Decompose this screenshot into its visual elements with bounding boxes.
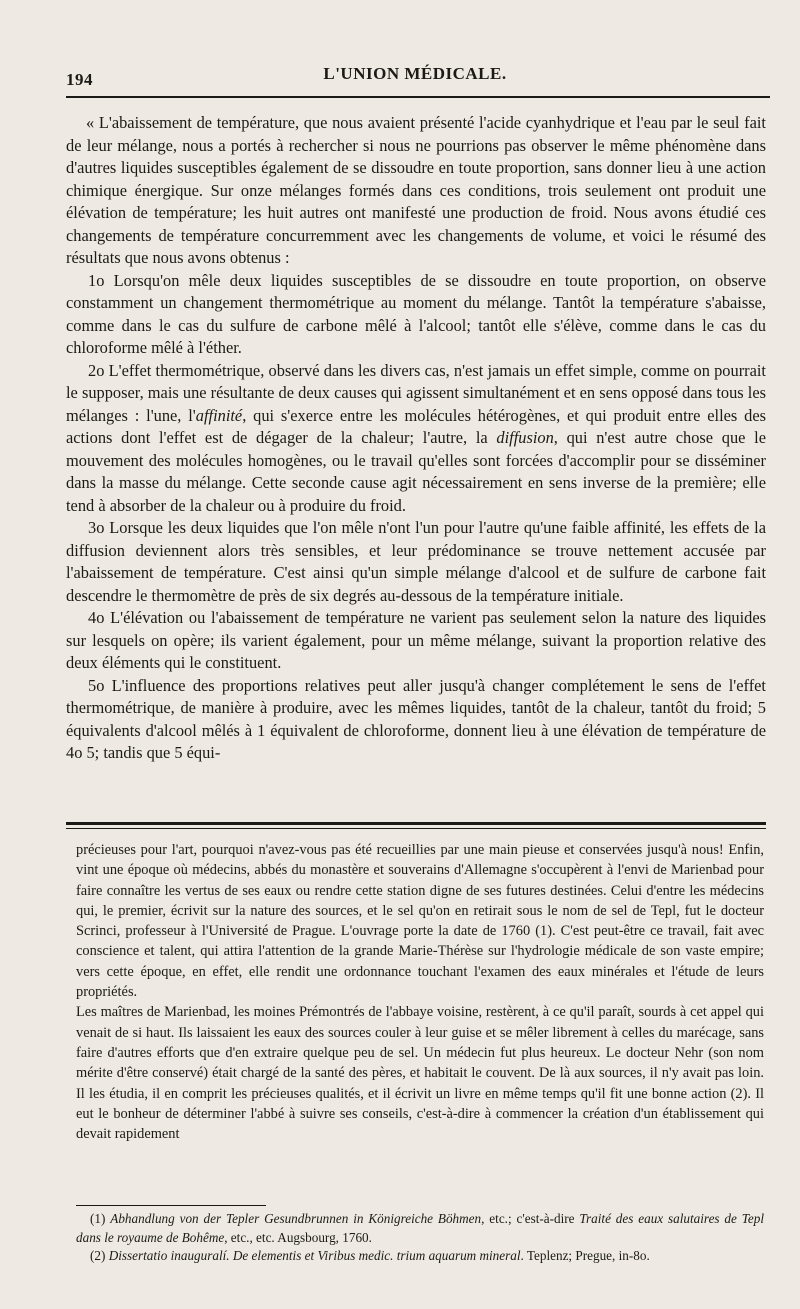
feuilleton-paragraph-1: précieuses pour l'art, pourquoi n'avez-vous pas été recueillies par une main pieuse et conservées jusqu'à nous! Enfin, vint une époque où médecins, abbés du monastère et souverains d'Allemagne s'occupèrent à l'envi de Marienbad pour faire connaître les vertus de ses eaux ou rendre cette station digne de ses futures destinées. Celui d'entre les médecins qui, le premier, écrivit sur la nature des sources, et le sel qu'on en retirait sous le nom de sel de Tepl, fut le docteur Scrinci, professeur à l'Université de Prague. L'ouvrage porte la date de 1760 (1). C'est peut-être ce travail, fait avec conscience et talent, qui attira l'attention de la grande Marie-Thérèse sur l'hydrologie médicale de son vaste empire; vers cette époque, en effet, elle rendit une ordonnance touchant l'examen des eaux minérales et l'étude de leurs propriétés. xyxy=(76,842,764,1001)
footnote-1-mark: (1) xyxy=(90,1211,111,1226)
feuilleton xyxy=(76,840,764,1144)
p3-text-c: , qui n'est autre chose que le mouvement des molécules homogènes, ou le travail qu'elles sont forcées d'accomplir pour se disséminer dans la masse du mélange. Cette seconde cause agit nécessairement en sens inverse de la première; elle tend à absorber de la chaleur ou à produire du froid. xyxy=(66,428,766,515)
main-paragraph-5: 4o L'élévation ou l'abaissement de température ne varient pas seulement selon la nature des liquides sur lesquels on opère; ils varient également, pour un même mélange, suivant la proportion relative des deux éléments qui le constituent. xyxy=(66,608,766,672)
footnote-1-mid: , etc.; c'est-à-dire xyxy=(481,1211,580,1226)
footnote-2 xyxy=(76,1247,764,1266)
footnote-1-end: , etc., etc. Augsbourg, 1760. xyxy=(224,1229,372,1245)
footnote-2-end: . Teplenz; Pregue, in-8o. xyxy=(520,1248,650,1263)
main-paragraph-4: 3o Lorsque les deux liquides que l'on mêle n'ont l'un pour l'autre qu'une faible affinité, les effets de la diffusion deviennent alors très sensibles, et leur prédominance se trouve nettement accusée par l'abaissement de température. C'est ainsi qu'un simple mélange d'alcool et de sulfure de carbone fait descendre le thermomètre de près de six degrés au-dessous de la température initiale. xyxy=(66,518,766,605)
p3-text-a: 2o L'effet thermométrique, observé dans les divers cas, n'est jamais un effet simple, comme on pourrait le supposer, mais une résultante de deux causes qui agissent simultanément et en sens opposé dans tous les mélanges : l'une, l' xyxy=(66,360,766,425)
term-diffusion: diffusion xyxy=(496,428,554,447)
main-paragraph-2: 1o Lorsqu'on mêle deux liquides susceptibles de se dissoudre en toute proportion, on observe constamment un changement thermométrique au moment du mélange. Tantôt la température s'abaisse, comme dans le cas du sulfure de carbone mêlé à l'alcool; tantôt elle s'élève, comme dans le cas du chloroforme mêlé à l'éther. xyxy=(66,270,766,357)
main-paragraph-1: « L'abaissement de température, que nous avaient présenté l'acide cyanhydrique et l'eau par le seul fait de leur mélange, nous a portés à rechercher si nous ne pourrions pas observer le même phénomène dans d'autres liquides susceptibles également de se dissoudre en toute proportion, sans donner lieu à une action chimique énergique. Sur onze mélanges formés dans ces conditions, trois seulement ont produit une élévation de température; les huit autres ont manifesté une production de froid. Nous avons étudié ces changements de température concurremment avec les changements de volume, et voici le résumé des résultats que nous avons obtenus : xyxy=(66,113,766,267)
footnote-1-translation: Traité des eaux salutaires de Tepl dans le royaume de Bohême xyxy=(76,1211,764,1245)
header-rule xyxy=(66,96,770,98)
term-affinite: affinité xyxy=(195,405,243,425)
main-article xyxy=(66,112,766,765)
page-number: 194 xyxy=(66,70,93,89)
running-header xyxy=(66,62,764,92)
footnote-rule xyxy=(76,1205,266,1206)
footnote-2-mark: (2) xyxy=(90,1248,109,1263)
main-paragraph-3 xyxy=(66,360,766,518)
footnote-1 xyxy=(76,1210,764,1247)
feuilleton-rule-thin xyxy=(66,828,766,829)
footnote-2-title: Dissertatio inauguralí. De elementis et Viribus medic. trium aquarum mineral xyxy=(108,1248,521,1263)
feuilleton-rule-thick xyxy=(66,822,766,825)
footnote-1-title: Abhandlung von der Tepler Gesundbrunnen in Königreiche Böhmen xyxy=(110,1211,482,1226)
footnotes xyxy=(76,1210,764,1266)
p3-text-b: , qui s'exerce entre les molécules hétérogènes, et qui produit entre elles des actions dont l'effet est de dégager de la chaleur; l'autre, la xyxy=(66,405,766,447)
main-paragraph-6: 5o L'influence des proportions relatives peut aller jusqu'à changer complétement le sens de l'effet thermométrique, de manière à produire, avec les mêmes liquides, tantôt de la chaleur, tantôt du froid; 5 équivalents d'alcool mêlés à 1 équivalent de chloroforme, donnent lieu à une élévation de température de 4o 5; tandis que 5 équi- xyxy=(66,675,766,762)
journal-title: L'UNION MÉDICALE. xyxy=(323,64,507,83)
feuilleton-paragraph-2: Les maîtres de Marienbad, les moines Prémontrés de l'abbaye voisine, restèrent, à ce qu'il paraît, sourds à cet appel qui venait de si haut. Ils laissaient les eaux des sources couler à leur guise et se mêler librement à celles du marécage, sans faire d'autres efforts que d'en extraire quelque peu de sel. Un médecin fut plus heureux. Le docteur Nehr (son nom mérite d'être conservé) était chargé de la santé des pères, et habitait le couvent. De là aux sources, il n'y avait pas loin. Il les étudia, il en comprit les précieuses qualités, et il écrivit un livre en même temps qu'il fit une bonne action (2). Il eut le bonheur de déterminer l'abbé à suivre ses conseils, c'est-à-dire à commencer la création d'un établissement qui devait rapidement xyxy=(76,1004,764,1143)
